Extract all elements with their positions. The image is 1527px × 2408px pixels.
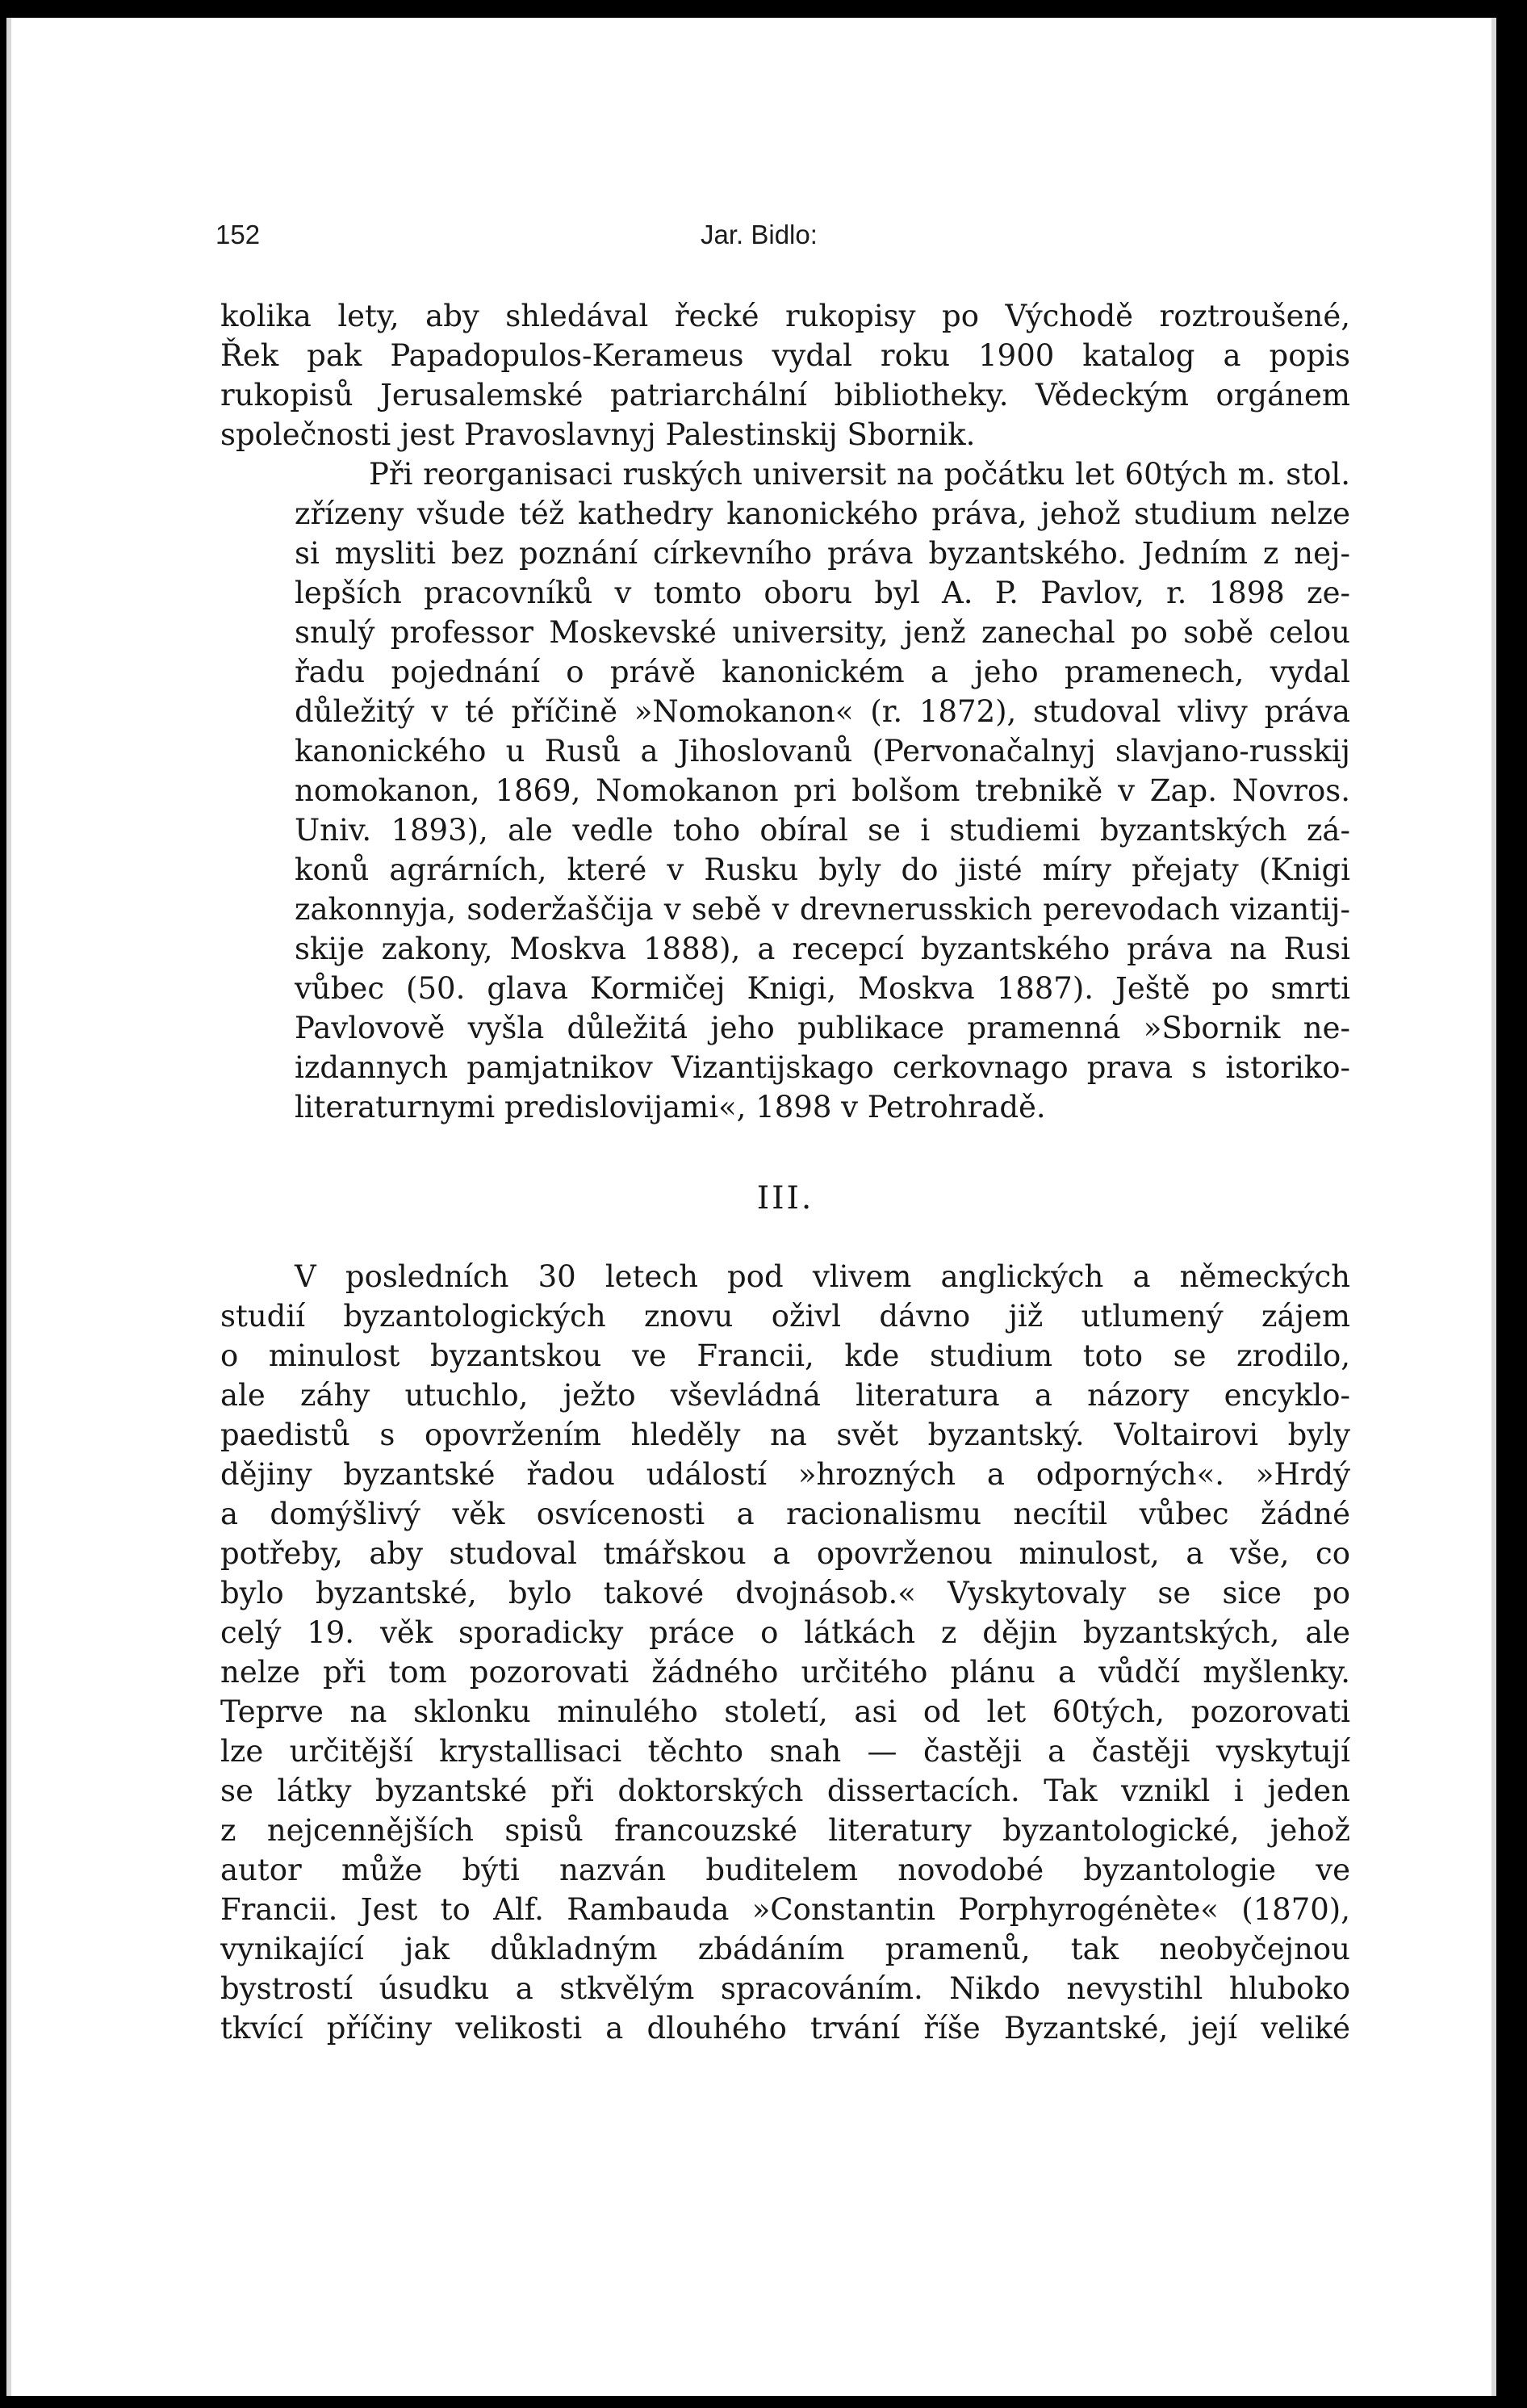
page-header [6, 203, 1496, 249]
page-number: 152 [215, 220, 261, 249]
paragraph-1 [220, 296, 1350, 454]
text-line: konů agrárních, které v Rusku byly do jisté míry přejaty (Knigi [295, 852, 1350, 887]
text-line: potřeby, aby studoval tmářskou a opovrženou minulost, a vše, co [220, 1536, 1350, 1571]
running-head: Jar. Bidlo: [701, 220, 818, 249]
paragraph-2 [220, 454, 1350, 1127]
scan-edge-right [1491, 18, 1496, 2396]
text-line: rukopisů Jerusalemské patriarchální bibliotheky. Vědeckým orgánem [220, 378, 1350, 413]
text-line: řadu pojednání o právě kanonickém a jeho pramenech, vydal [295, 655, 1350, 689]
scanned-page [6, 18, 1496, 2396]
text-line: se látky byzantské při doktorských dissertacích. Tak vznikl i jeden [220, 1774, 1350, 1808]
text-line: z nejcennějších spisů francouzské literatury byzantologické, jehož [220, 1813, 1350, 1848]
text-line: kanonického u Rusů a Jihoslovanů (Pervonačalnyj slavjano-russkij [295, 734, 1350, 768]
text-line: zakonnyja, soderžaščija v sebě v drevnerusskich perevodach vizantij- [295, 892, 1350, 927]
text-line: vůbec (50. glava Kormičej Knigi, Moskva 1887). Ještě po smrti [295, 971, 1350, 1006]
text-line: izdannych pamjatnikov Vizantijskago cerkovnago prava s istoriko- [295, 1050, 1350, 1085]
body-text [220, 296, 1350, 2048]
text-line: V posledních 30 letech pod vlivem anglických a německých [295, 1259, 1350, 1294]
text-line: tkvící příčiny velikosti a dlouhého trvání říše Byzantské, její veliké [220, 2011, 1350, 2046]
text-line: o minulost byzantskou ve Francii, kde studium toto se zrodilo, [220, 1338, 1350, 1373]
text-line: společnosti jest Pravoslavnyj Palestinskij Sbornik. [220, 417, 976, 452]
text-line: nelze při tom pozorovati žádného určitého plánu a vůdčí myšlenky. [220, 1655, 1350, 1690]
text-line: autor může býti nazván buditelem novodobé byzantologie ve [220, 1853, 1350, 1887]
text-line: bylo byzantské, bylo takové dvojnásob.« Vyskytovaly se sice po [220, 1576, 1350, 1610]
text-line: lepších pracovníků v tomto oboru byl A. P. Pavlov, r. 1898 ze- [295, 576, 1350, 610]
text-line: Univ. 1893), ale vedle toho obíral se i studiemi byzantských zá- [295, 813, 1350, 848]
text-line: celý 19. věk sporadicky práce o látkách z dějin byzantských, ale [220, 1615, 1350, 1650]
text-line: studií byzantologických znovu oživl dávno již utlumený zájem [220, 1299, 1350, 1334]
text-line: Teprve na sklonku minulého století, asi od let 60tých, pozorovati [220, 1694, 1350, 1729]
text-line: Řek pak Papadopulos-Kerameus vydal roku 1900 katalog a popis [220, 338, 1350, 373]
text-line: zřízeny všude též kathedry kanonického práva, jehož studium nelze [295, 496, 1350, 531]
scan-edge-left [6, 18, 11, 2396]
text-line: literaturnymi predislovijami«, 1898 v Petrohradě. [295, 1090, 1046, 1124]
text-line: snulý professor Moskevské university, jenž zanechal po sobě celou [295, 615, 1350, 650]
text-line: vynikající jak důkladným zbádáním pramenů, tak neobyčejnou [220, 1932, 1350, 1966]
text-line: Pavlovově vyšla důležitá jeho publikace pramenná »Sbornik ne- [295, 1011, 1350, 1045]
text-line: skije zakony, Moskva 1888), a recepcí byzantského práva na Rusi [295, 932, 1350, 966]
text-line: si mysliti bez poznání církevního práva byzantského. Jedním z nej- [295, 536, 1350, 571]
paragraph-3 [220, 1257, 1350, 2048]
text-line: a domýšlivý věk osvícenosti a racionalismu necítil vůbec žádné [220, 1497, 1350, 1531]
section-heading: III. [756, 1180, 814, 1217]
text-line: lze určitější krystallisaci těchto snah — častěji a častěji vyskytují [220, 1734, 1350, 1769]
text-line: paedistů s opovržením hleděly na svět byzantský. Voltairovi byly [220, 1418, 1350, 1452]
text-line: bystrostí úsudku a stkvělým spracováním. Nikdo nevystihl hluboko [220, 1971, 1350, 2006]
text-line: dějiny byzantské řadou událostí »hrozných a odporných«. »Hrdý [220, 1457, 1350, 1492]
text-line: nomokanon, 1869, Nomokanon pri bolšom trebnikě v Zap. Novros. [295, 773, 1350, 808]
text-line: Francii. Jest to Alf. Rambauda »Constantin Porphyrogénète« (1870), [220, 1892, 1350, 1927]
text-line: důležitý v té příčině »Nomokanon« (r. 1872), studoval vlivy práva [295, 694, 1350, 729]
text-line: Při reorganisaci ruských universit na počátku let 60tých m. stol. [369, 457, 1350, 492]
text-line: kolika lety, aby shledával řecké rukopisy po Východě roztroušené, [220, 299, 1350, 333]
text-line: ale záhy utuchlo, ježto vševládná literatura a názory encyklo- [220, 1378, 1350, 1413]
